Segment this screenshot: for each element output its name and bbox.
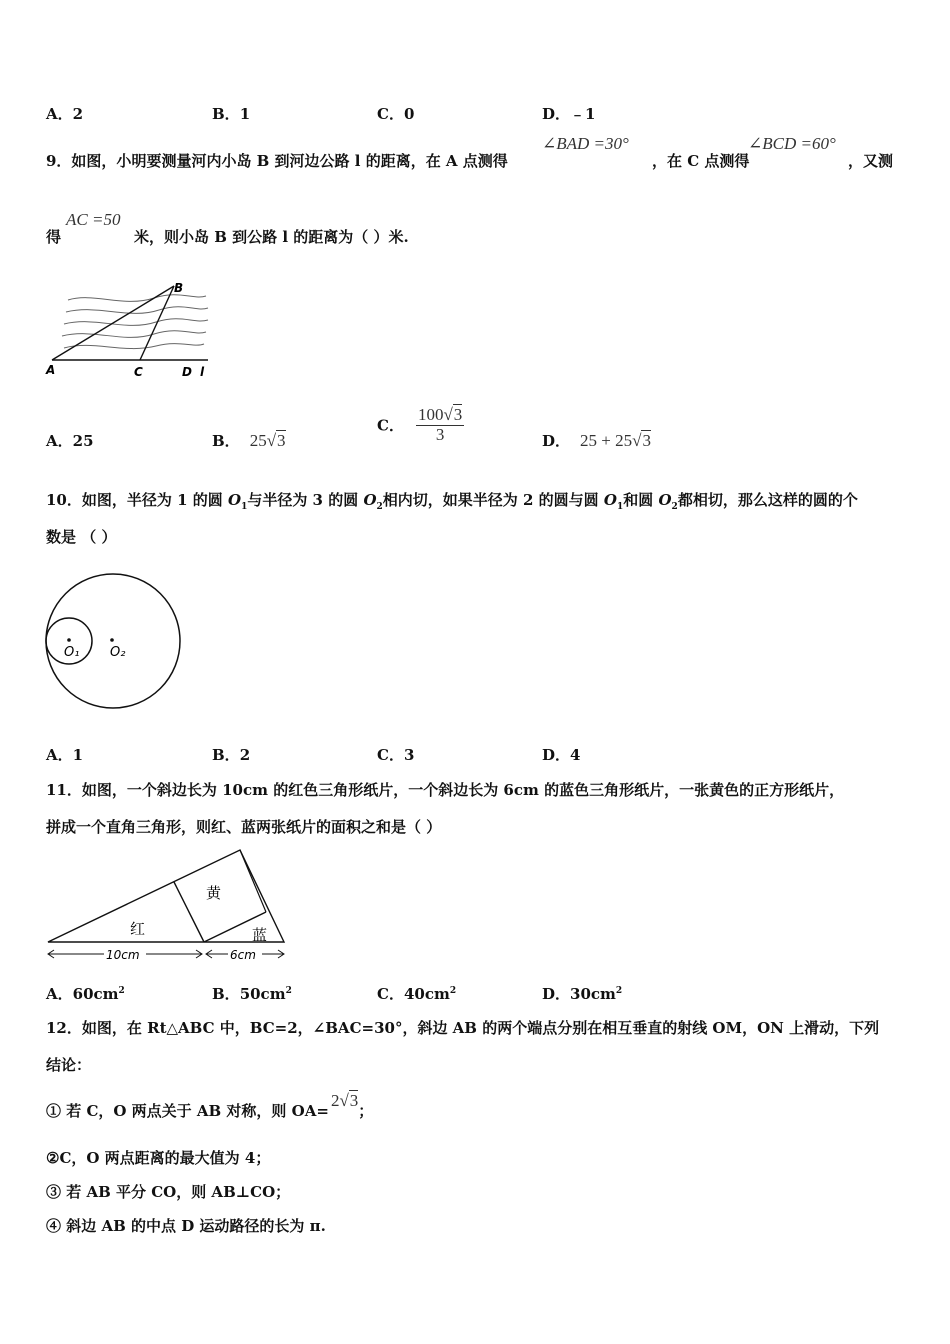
q11-label-blue: 蓝	[252, 926, 268, 944]
q11-option-b: B．$50cm^2$	[212, 985, 292, 1003]
q8-option-d: D．﹣1	[542, 105, 596, 123]
q11-stem-line2: 拼成一个直角三角形，则红、蓝两张纸片的面积之和是（ ）	[46, 818, 442, 836]
q9-stem-mid: ，在 C 点测得	[652, 152, 750, 170]
q11-stem-line1: 11．如图，一个斜边长为 10cm 的红色三角形纸片，一个斜边长为 6cm 的蓝色三角形纸片，一张黄色的正方形纸片，	[46, 781, 845, 799]
q12-conclusion-2: ②C，O 两点距离的最大值为 4；	[46, 1149, 271, 1167]
q12-conclusion-4: ④ 斜边 AB 的中点 D 运动路径的长为 π.	[46, 1217, 326, 1235]
q9-ac-length: AC =50	[66, 210, 121, 229]
q10-option-c: C．3	[377, 746, 415, 764]
q11-figure	[44, 848, 288, 968]
q10-label-o2: O₂	[110, 645, 126, 660]
q12-conclusion-1: ① 若 C，O 两点关于 AB 对称，则 OA=2√3；	[46, 1091, 374, 1120]
q10-option-d: D．4	[542, 746, 581, 764]
q10-option-b: B．2	[212, 746, 251, 764]
q11-option-c: C．$40cm^2$	[377, 985, 457, 1003]
q10-label-o1: O₁	[64, 645, 80, 660]
q11-option-d: D．$30cm^2$	[542, 985, 623, 1003]
q10-figure	[42, 570, 184, 712]
q9-option-a: A．25	[46, 432, 94, 450]
q11-label-6cm: 6cm	[230, 948, 256, 962]
q10-stem-line1: 10．如图，半径为 1 的圆 $O_1$与半径为 3 的圆 $O_2$相内切，如果半径为 2 的圆与圆 $O_1$和圆 $O_2$都相切，那么这样的圆的个	[46, 491, 858, 512]
q8-option-b: B．1	[212, 105, 251, 123]
q9-label-a: A	[46, 363, 56, 377]
q11-option-a: A．$60cm^2$	[46, 985, 125, 1003]
q11-label-red: 红	[130, 920, 146, 938]
q8-option-c: C．0	[377, 105, 415, 123]
q9-stem-end: ，又测	[848, 152, 894, 170]
q9-label-c: C	[134, 365, 143, 379]
q9-stem-line1: 9．如图，小明要测量河内小岛 B 到河边公路 l 的距离，在 A 点测得	[46, 152, 508, 170]
q10-option-a: A．1	[46, 746, 84, 764]
q9-option-b: B． 25√3	[212, 431, 286, 450]
q9-stem-line2: 米，则小岛 B 到公路 l 的距离为（ ）米.	[134, 228, 409, 246]
q9-angle-bcd: ∠BCD =60°	[748, 134, 836, 153]
q9-stem-line2-start: 得	[46, 228, 62, 246]
q12-conclusion-3: ③ 若 AB 平分 CO，则 AB⊥CO；	[46, 1183, 291, 1201]
q12-stem-line2: 结论：	[46, 1056, 92, 1074]
q9-label-l: l	[200, 365, 205, 379]
q9-figure	[44, 278, 216, 382]
q10-stem-line2: 数是 （ ）	[46, 528, 117, 546]
q9-option-d: D． 25 + 25√3	[542, 431, 651, 450]
q8-option-a: A．2	[46, 105, 84, 123]
q9-angle-bad: ∠BAD =30°	[542, 134, 629, 153]
q9-label-b: B	[174, 281, 184, 295]
q11-label-yellow: 黄	[206, 884, 222, 902]
q11-label-10cm: 10cm	[106, 948, 140, 962]
q9-option-c: C． $\frac{100√3}{3}$	[377, 405, 463, 444]
q12-stem-line1: 12．如图，在 Rt△ABC 中，BC=2，∠BAC=30°，斜边 AB 的两个端点分别在相互垂直的射线 OM，ON 上滑动，下列	[46, 1019, 880, 1037]
q9-label-d: D	[182, 365, 192, 379]
